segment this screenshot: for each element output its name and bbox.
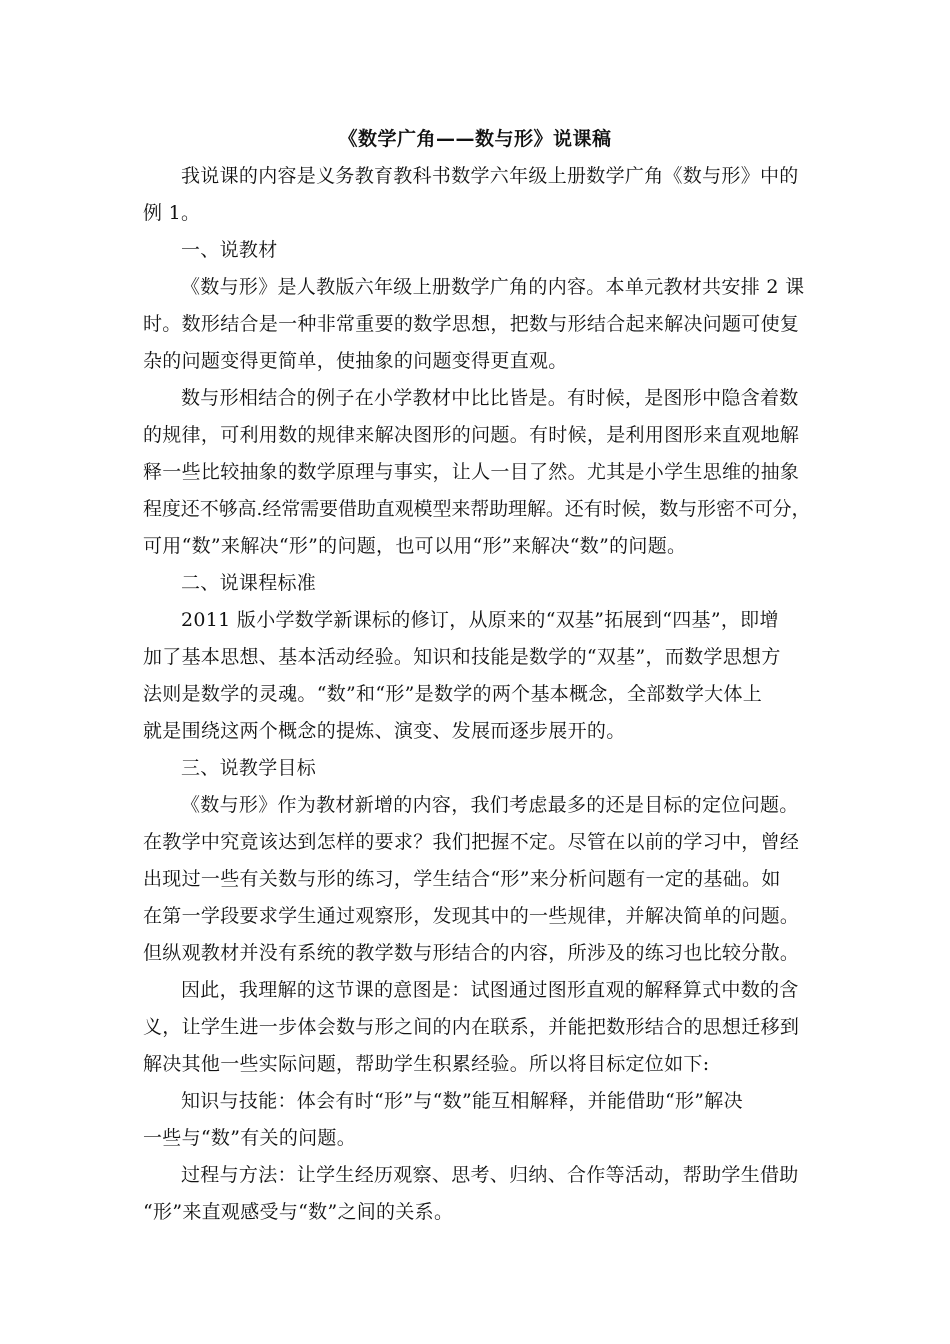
paragraph-line: 在教学中究竟该达到怎样的要求？我们把握不定。尽管在以前的学习中，曾经 [143,831,800,853]
paragraph-line: 《数与形》是人教版六年级上册数学广角的内容。本单元教材共安排 2 课 [181,276,805,298]
paragraph-line: 但纵观教材并没有系统的教学数与形结合的内容，所涉及的练习也比较分散。 [143,942,800,964]
paragraph-line: 出现过一些有关数与形的练习，学生结合“形”来分析问题有一定的基础。如 [143,868,781,890]
paragraph-line: 时。数形结合是一种非常重要的数学思想，把数与形结合起来解决问题可使复 [143,313,800,335]
paragraph-line: 就是围绕这两个概念的提炼、演变、发展而逐步展开的。 [143,720,626,742]
paragraph-line: 数与形相结合的例子在小学教材中比比皆是。有时候，是图形中隐含着数 [181,387,799,409]
paragraph-line: 义，让学生进一步体会数与形之间的内在联系，并能把数形结合的思想迁移到 [143,1016,800,1038]
paragraph-line: 解决其他一些实际问题，帮助学生积累经验。所以将目标定位如下: [143,1053,710,1075]
paragraph-line: 过程与方法：让学生经历观察、思考、归纳、合作等活动，帮助学生借助 [181,1164,799,1186]
section-heading: 三、说教学目标 [181,757,317,779]
paragraph-line: “形”来直观感受与“数”之间的关系。 [143,1201,454,1223]
paragraph-line: 加了基本思想、基本活动经验。知识和技能是数学的“双基”，而数学思想方 [143,646,781,668]
paragraph-line: 《数与形》作为教材新增的内容，我们考虑最多的还是目标的定位问题。 [181,794,799,816]
paragraph-line: 杂的问题变得更简单，使抽象的问题变得更直观。 [143,350,568,372]
paragraph-line: 可用“数”来解决“形”的问题，也可以用“形”来解决“数”的问题。 [143,535,687,557]
paragraph-line: 的规律，可利用数的规律来解决图形的问题。有时候，是利用图形来直观地解 [143,424,800,446]
paragraph-line: 2011 版小学数学新课标的修订，从原来的“双基”拓展到“四基”，即增 [181,609,779,631]
section-heading: 二、说课程标准 [181,572,317,594]
paragraph-line: 在第一学段要求学生通过观察形，发现其中的一些规律，并解决简单的问题。 [143,905,800,927]
paragraph-line: 释一些比较抽象的数学原理与事实，让人一目了然。尤其是小学生思维的抽象 [143,461,800,483]
paragraph-line: 一些与“数”有关的问题。 [143,1127,357,1149]
paragraph-line: 知识与技能：体会有时“形”与“数”能互相解释，并能借助“形”解决 [181,1090,743,1112]
paragraph-line: 法则是数学的灵魂。“数”和“形”是数学的两个基本概念，全部数学大体上 [143,683,763,705]
paragraph-line: 我说课的内容是义务教育教科书数学六年级上册数学广角《数与形》中的 [181,165,799,187]
paragraph-line: 因此，我理解的这节课的意图是：试图通过图形直观的解释算式中数的含 [181,979,799,1001]
paragraph-line: 程度还不够高.经常需要借助直观模型来帮助理解。还有时候，数与形密不可分， [143,498,811,520]
paragraph-line: 例 1。 [143,202,201,224]
document-title: 《数学广角——数与形》说课稿 [338,128,612,150]
section-heading: 一、说教材 [181,239,278,261]
